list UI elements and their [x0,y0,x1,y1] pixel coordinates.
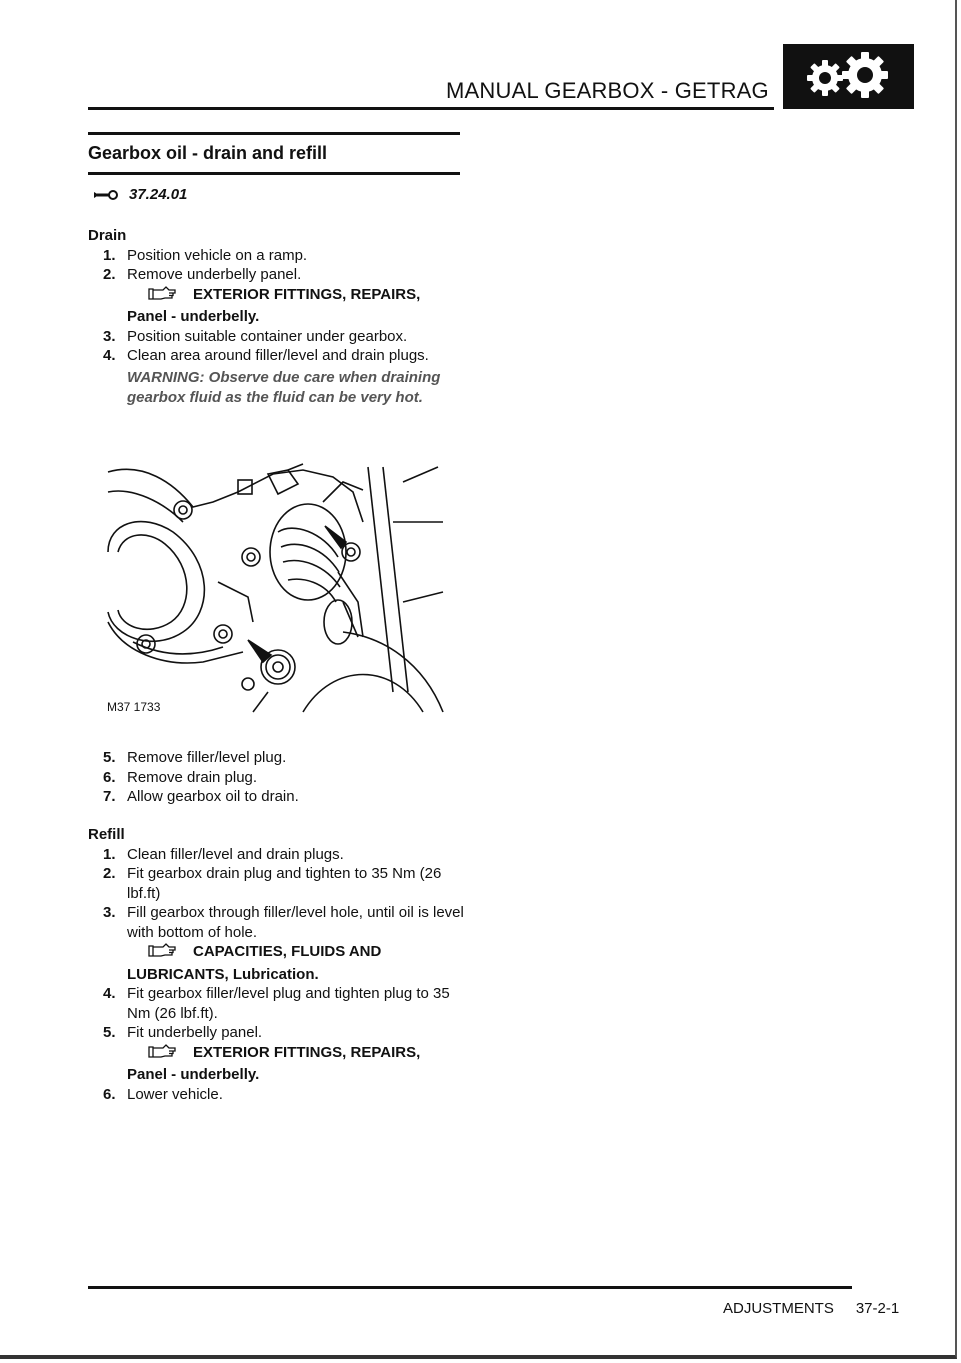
step-text: Remove filler/level plug. [127,749,287,766]
step-text: Fit gearbox drain plug and tighten to 35 Nm (26 lbf.ft) [127,865,442,902]
page-footer [723,1300,899,1317]
step-number: 2. [103,266,116,283]
step-text: Clean filler/level and drain plugs. [127,845,344,863]
warning-note: WARNING: Observe due care when draining gearbox fluid as the fluid can be very hot. [127,368,441,406]
step-text: Position suitable container under gearbox. [127,327,408,345]
section-rule-top [88,132,460,135]
cross-reference[interactable] [127,942,468,965]
step-text: Remove underbelly panel. [127,266,302,283]
step-number: 6. [103,768,116,786]
step-number: 2. [103,865,116,882]
list-item [88,1023,468,1085]
refill-steps [88,845,468,1105]
step-number: 3. [103,327,116,345]
step-number: 1. [103,845,116,863]
pointing-hand-icon [147,943,181,965]
step-number: 3. [103,904,116,921]
drain-heading: Drain [88,227,127,244]
step-text: Fit gearbox filler/level plug and tighten plug to 35 Nm (26 lbf.ft). [127,985,450,1022]
section-title: Gearbox oil - drain and refill [88,143,328,163]
gears-icon [783,44,914,109]
list-item [88,845,468,865]
ref-line2[interactable]: LUBRICANTS, Lubrication. [127,965,319,983]
list-item [88,246,468,266]
gearbox-illustration [103,462,447,718]
step-text: Clean area around filler/level and drain plugs. [127,347,429,364]
step-text: Lower vehicle. [127,1085,223,1103]
pointing-hand-icon [147,286,181,308]
list-item [88,346,468,366]
ref-line1: CAPACITIES, FLUIDS AND [193,943,382,960]
step-number: 4. [103,347,116,364]
figure-label: M37 1733 [107,700,161,714]
ref-line1: EXTERIOR FITTINGS, REPAIRS, [193,1043,421,1061]
cross-reference[interactable] [127,285,468,308]
drain-steps [88,246,468,366]
step-number: 1. [103,246,116,264]
refill-section [88,825,468,1104]
step-text: Remove drain plug. [127,768,258,786]
step-text: Position vehicle on a ramp. [127,246,308,264]
step-number: 7. [103,788,116,805]
list-item [88,327,468,347]
ref-line2[interactable]: Panel - underbelly. [127,1066,260,1083]
drain-steps-continued [88,748,468,807]
step-number: 4. [103,985,116,1002]
list-item [88,265,468,327]
chapter-title: MANUAL GEARBOX - GETRAG [446,78,769,103]
list-item [88,768,468,788]
step-number: 5. [103,749,116,766]
footer-section: ADJUSTMENTS [723,1300,834,1317]
cross-reference[interactable] [127,1043,468,1066]
step-number: 6. [103,1085,116,1103]
drain-steps-list-2 [88,748,468,807]
list-item [88,903,468,984]
list-item [88,787,468,807]
step-text: Allow gearbox oil to drain. [127,788,299,805]
spanner-icon [94,188,118,206]
pointing-hand-icon [147,1044,181,1066]
step-text: Fit underbelly panel. [127,1024,263,1041]
ref-line2[interactable]: Panel - underbelly. [127,308,260,325]
step-text: Fill gearbox through filler/level hole, until oil is level with bottom of hole. [127,904,464,941]
list-item [88,748,468,768]
footer-rule [88,1286,852,1289]
section-rule-bottom [88,172,460,175]
refill-heading: Refill [88,826,125,843]
header-rule [88,107,774,110]
operation-number: 37.24.01 [129,186,188,203]
step-number: 5. [103,1024,116,1041]
page-number: 37-2-1 [855,1300,900,1317]
drain-section [88,226,468,409]
ref-line1: EXTERIOR FITTINGS, REPAIRS, [193,285,421,303]
list-item [88,984,468,1023]
list-item [88,1085,468,1105]
list-item [88,864,468,903]
